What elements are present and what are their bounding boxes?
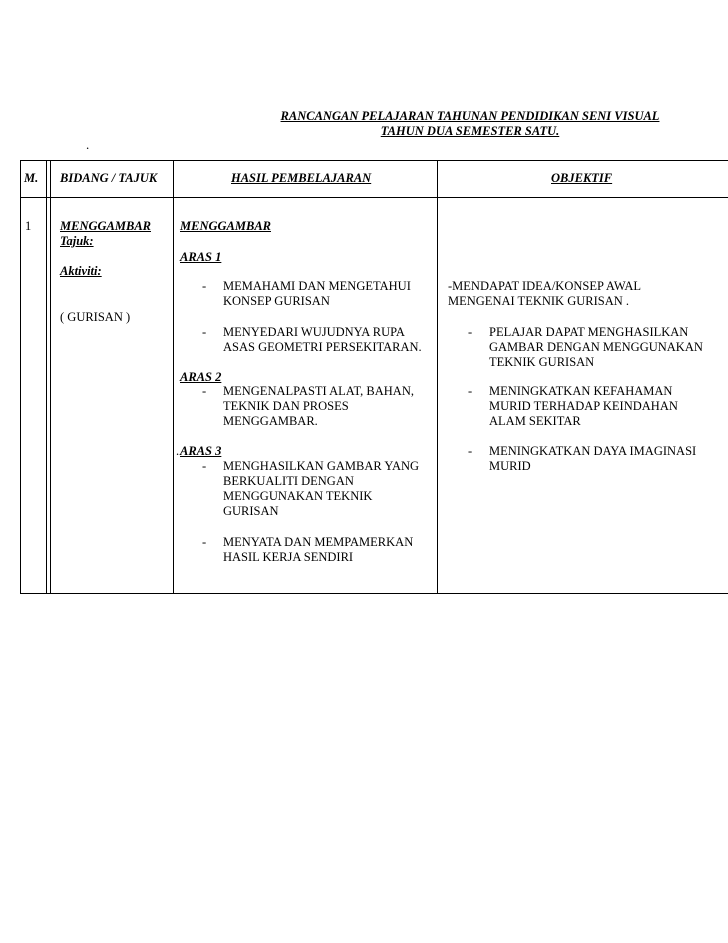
hasil-aras-3-item-1: MENGHASILKAN GAMBAR YANG BERKUALITI DENGAN MENGGUNAKAN TEKNIK GURISAN xyxy=(223,459,420,518)
hasil-aras-2-item-1: MENGENALPASTI ALAT, BAHAN, TEKNIK DAN PROSES MENGGAMBAR. xyxy=(223,384,414,428)
aras-1-label: ARAS 1 xyxy=(180,250,222,264)
bullet-dash: - xyxy=(468,325,473,339)
column-divider xyxy=(50,161,51,593)
lesson-plan-table xyxy=(20,160,728,594)
bidang-heading: MENGGAMBAR xyxy=(60,219,151,233)
header-divider xyxy=(21,197,728,198)
objektif-item-3: MENINGKATKAN DAYA IMAGINASI MURID xyxy=(489,444,697,473)
bullet-dash: - xyxy=(202,459,207,473)
column-divider xyxy=(46,161,47,593)
header-m: M. xyxy=(24,171,39,185)
header-bidang: BIDANG / TAJUK xyxy=(60,171,158,185)
column-divider xyxy=(173,161,174,593)
header-hasil: HASIL PEMBELAJARAN xyxy=(231,171,372,185)
stray-mark: . xyxy=(86,137,90,152)
header-objektif: OBJEKTIF xyxy=(551,171,613,185)
aras-2-label: ARAS 2 xyxy=(180,370,222,384)
hasil-aras-3-item-2: MENYATA DAN MEMPAMERKAN HASIL KERJA SENDIRI xyxy=(223,535,414,564)
topic-label: ( GURISAN ) xyxy=(60,310,131,324)
bullet-dash: - xyxy=(202,535,207,549)
objektif-item-2: MENINGKATKAN KEFAHAMAN MURID TERHADAP KEINDAHAN ALAM SEKITAR xyxy=(489,384,678,428)
hasil-aras-1-item-1: MEMAHAMI DAN MENGETAHUI KONSEP GURISAN xyxy=(223,279,411,308)
bullet-dash: - xyxy=(202,384,207,398)
aras-3-prefix: . xyxy=(176,444,180,458)
hasil-aras-1-item-2: MENYEDARI WUJUDNYA RUPA ASAS GEOMETRI PERSEKITARAN. xyxy=(223,325,422,354)
bullet-dash: - xyxy=(468,444,473,458)
row-number: 1 xyxy=(25,219,32,233)
tajuk-label: Tajuk: xyxy=(60,234,94,248)
hasil-heading: MENGGAMBAR xyxy=(180,219,271,233)
bullet-dash: - xyxy=(202,279,207,293)
objektif-item-1: PELAJAR DAPAT MENGHASILKAN GAMBAR DENGAN MENGGUNAKAN TEKNIK GURISAN xyxy=(489,325,703,369)
column-divider xyxy=(437,161,438,593)
document-title-line-1: RANCANGAN PELAJARAN TAHUNAN PENDIDIKAN SENI VISUAL xyxy=(280,109,660,123)
aktiviti-label: Aktiviti: xyxy=(60,264,102,278)
bullet-dash: - xyxy=(468,384,473,398)
aras-3-label: ARAS 3 xyxy=(180,444,222,458)
document-title-line-2: TAHUN DUA SEMESTER SATU. xyxy=(380,124,560,138)
bullet-dash: - xyxy=(202,325,207,339)
objektif-intro: -MENDAPAT IDEA/KONSEP AWAL MENGENAI TEKNIK GURISAN . xyxy=(448,279,641,308)
